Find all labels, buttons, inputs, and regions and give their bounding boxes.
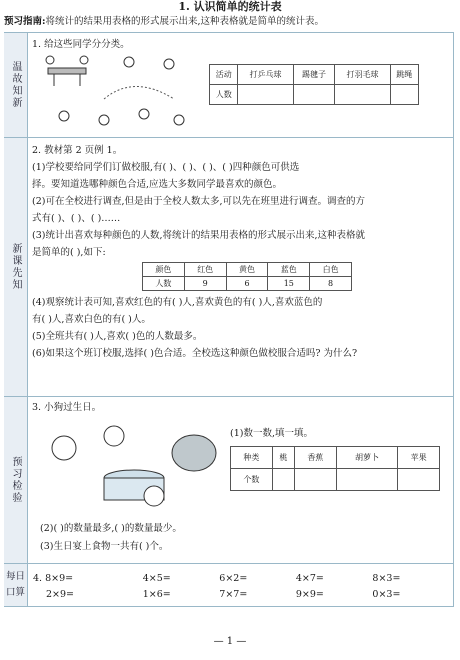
- page-number: — 1 —: [213, 636, 247, 647]
- q2-line: (4)观察统计表可知,喜欢红色的有( )人,喜欢黄色的有( )人,喜欢蓝色的: [32, 297, 323, 308]
- section-daily-label: 每日口算: [4, 564, 28, 606]
- q2-line: (5)全班共有( )人,喜欢( )色的人数最多。: [32, 331, 203, 342]
- q2-line: (2)可在全校进行调查,但是由于全校人数太多,可以先在班里进行调查。调查的方: [32, 196, 365, 207]
- color-header: 白色: [310, 263, 352, 277]
- color-cell: 人数: [143, 277, 185, 291]
- answer-cell[interactable]: [398, 469, 440, 491]
- q3-sub1: (1)数一数,填一填。: [230, 428, 313, 439]
- math-item: 1×6=: [142, 588, 171, 600]
- q3-text: 3. 小狗过生日。: [32, 402, 102, 413]
- mental-math-table: [32, 570, 448, 602]
- food-header: 香蕉: [294, 447, 336, 469]
- students-illustration: [44, 54, 194, 134]
- q2-line: 择。要知道选哪种颜色合适,应选大多数同学最喜欢的颜色。: [32, 179, 283, 190]
- answer-cell[interactable]: [294, 469, 336, 491]
- q2-line: 2. 教材第 2 页例 1。: [32, 145, 123, 156]
- section-check-label: 预习检验: [4, 397, 28, 563]
- q3-sub2: (2)( )的数量最多,( )的数量最少。: [40, 523, 182, 534]
- count-label: 人数: [210, 85, 238, 105]
- activity-header: 活动: [210, 65, 238, 85]
- math-item: 2×9=: [46, 588, 75, 600]
- food-header: 胡萝卜: [336, 447, 397, 469]
- preview-guide: [4, 15, 456, 28]
- math-item: 0×3=: [372, 588, 401, 600]
- color-cell: 8: [310, 277, 352, 291]
- color-cell: 9: [184, 277, 226, 291]
- answer-cell[interactable]: [293, 85, 335, 105]
- math-item: 8×3=: [372, 572, 401, 584]
- q2-text: [32, 144, 365, 260]
- color-header: 蓝色: [268, 263, 310, 277]
- math-item: 4. 8×9=: [33, 572, 74, 584]
- color-header: 红色: [184, 263, 226, 277]
- math-item: 4×5=: [142, 572, 171, 584]
- q3-sub3: (3)生日宴上食物一共有( )个。: [40, 541, 169, 552]
- q2-line: (3)统计出喜欢每种颜色的人数,将统计的结果用表格的形式展示出来,这种表格就: [32, 230, 365, 241]
- page-title: 1. 认识简单的统计表: [178, 0, 282, 13]
- q2-line: 有( )人,喜欢白色的有( )人。: [32, 314, 151, 325]
- q1-text: 1. 给这些同学分分类。: [32, 39, 130, 50]
- food-count-label: 个数: [231, 469, 273, 491]
- activity-header: 打羽毛球: [335, 65, 390, 85]
- section-review-label: 温故知新: [4, 33, 28, 137]
- activity-header: 打乒乓球: [238, 65, 293, 85]
- activity-header: 跳绳: [390, 65, 418, 85]
- guide-label: 预习指南:: [4, 16, 46, 27]
- q2-line: (6)如果这个班订校服,选择( )色合适。全校选这种颜色做校服合适吗? 为什么?: [32, 348, 358, 359]
- q2-text-continued: [32, 296, 357, 361]
- color-table: [142, 262, 352, 291]
- math-item: 4×7=: [295, 572, 324, 584]
- answer-cell[interactable]: [238, 85, 293, 105]
- math-item: 7×7=: [219, 588, 248, 600]
- food-header: 桃: [272, 447, 294, 469]
- math-item: 9×9=: [295, 588, 324, 600]
- math-item: 6×2=: [219, 572, 248, 584]
- answer-cell[interactable]: [390, 85, 418, 105]
- answer-cell[interactable]: [336, 469, 397, 491]
- section-preview-label: 新课先知: [4, 138, 28, 396]
- q2-line: 是简单的( ),如下:: [32, 247, 106, 258]
- food-header: 苹果: [398, 447, 440, 469]
- food-header: 种类: [231, 447, 273, 469]
- q2-line: 式有( )、( )、( )……: [32, 213, 121, 224]
- birthday-illustration: [44, 418, 224, 518]
- answer-cell[interactable]: [272, 469, 294, 491]
- food-table: [230, 446, 440, 491]
- guide-text: 将统计的结果用表格的形式展示出来,这种表格就是简单的统计表。: [45, 16, 325, 27]
- answer-cell[interactable]: [335, 85, 390, 105]
- q2-line: (1)学校要给同学们订做校服,有( )、( )、( )、( )四种颜色可供选: [32, 162, 300, 173]
- activity-header: 踢毽子: [293, 65, 335, 85]
- color-cell: 6: [226, 277, 268, 291]
- activity-table: [209, 64, 419, 105]
- color-header: 颜色: [143, 263, 185, 277]
- color-cell: 15: [268, 277, 310, 291]
- color-header: 黄色: [226, 263, 268, 277]
